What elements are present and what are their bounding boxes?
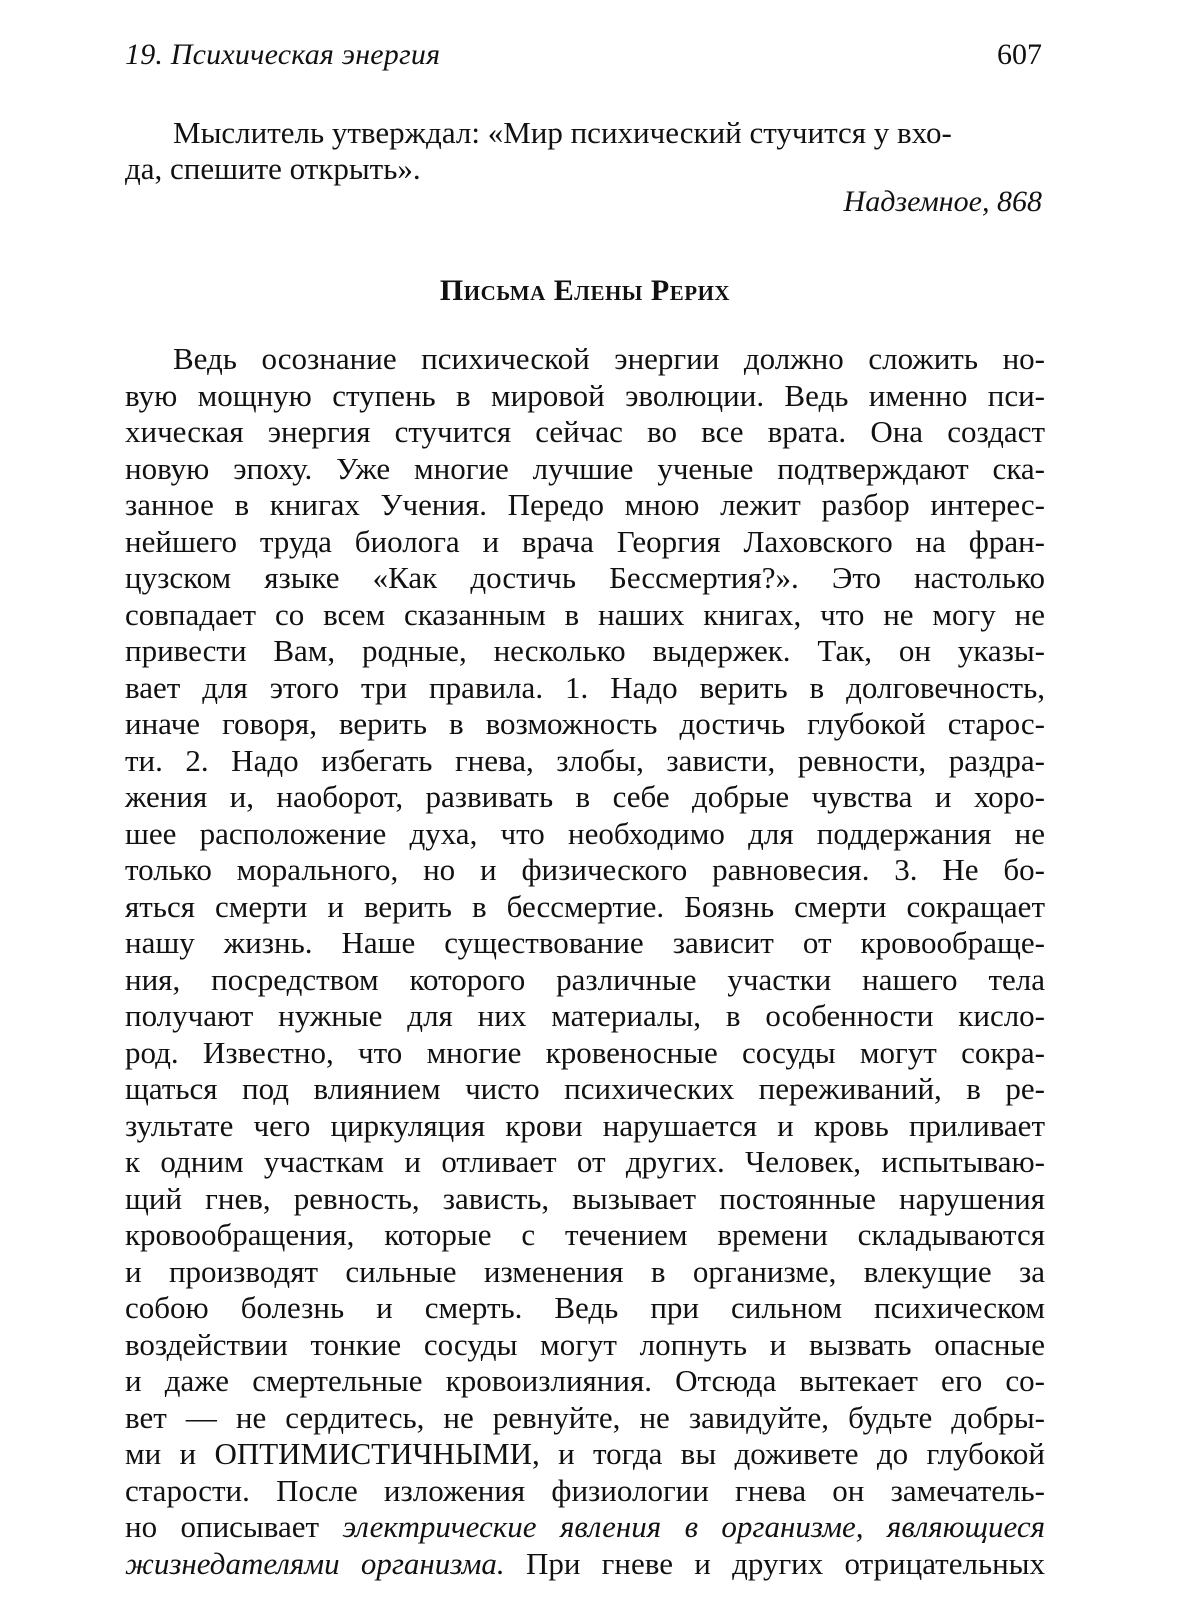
body-line-2: вую мощную ступень в мировой эволюции. Ведь именно пси- xyxy=(125,377,1045,413)
body-line-23: к одним участкам и отливает от других. Человек, испытываю- xyxy=(125,1144,1045,1179)
body-line-34 xyxy=(125,1546,1045,1583)
body-line-34-plain: При гневе и других отрицательных xyxy=(504,1545,1045,1581)
body-line-21: щаться под влиянием чисто психических переживаний, в ре- xyxy=(125,1071,1045,1106)
body-line-14: шее расположение духа, что необходимо для поддержания не xyxy=(125,815,1045,851)
body-line-31: ми и ОПТИМИСТИЧНЫМИ, и тогда вы доживете до глубокой xyxy=(125,1436,1045,1471)
body-line-32: старости. После изложения физиологии гнева он замечатель- xyxy=(125,1472,1045,1508)
body-line-25: кровообращения, которые с течением времени складываются xyxy=(125,1217,1045,1252)
body-line-19: получают нужные для них материалы, в особенности кисло- xyxy=(125,998,1045,1033)
body-line-22: зультате чего циркуляция крови нарушается и кровь приливает xyxy=(125,1107,1045,1143)
running-head: 19. Психическая энергия xyxy=(125,38,441,71)
body-line-8: совпадает со всем сказанным в наших книгах, что не могу не xyxy=(125,596,1045,632)
body-line-24: щий гнев, ревность, зависть, вызывает постоянные нарушения xyxy=(125,1180,1045,1216)
body-line-20: род. Известно, что многие кровеносные сосуды могут сокра- xyxy=(125,1034,1045,1070)
body-line-28: воздействии тонкие сосуды могут лопнуть и вызвать опасные xyxy=(125,1326,1045,1362)
body-line-15: только морального, но и физического равновесия. 3. Не бо- xyxy=(125,852,1045,887)
body-line-4: новую эпоху. Уже многие лучшие ученые подтверждают ска- xyxy=(125,450,1045,486)
body-line-27: собою болезнь и смерть. Ведь при сильном психическом xyxy=(125,1290,1045,1325)
body-line-33-italic: электрические явления в организме, являющиеся xyxy=(342,1509,1045,1544)
body-line-9: привести Вам, родные, несколько выдержек. Так, он указы- xyxy=(125,633,1045,668)
body-line-6: нейшего труда биолога и врача Георгия Лаховского на фран- xyxy=(125,523,1045,559)
body-line-33 xyxy=(125,1509,1045,1546)
body-line-17: нашу жизнь. Наше существование зависит от кровообраще- xyxy=(125,925,1045,960)
body-line-1: Ведь осознание психической энергии должно сложить но- xyxy=(173,341,1045,376)
body-line-10: вает для этого три правила. 1. Надо верить в долговечность, xyxy=(125,669,1045,705)
body-line-30: вет — не сердитесь, не ревнуйте, не завидуйте, будьте добры- xyxy=(125,1399,1045,1435)
body-line-5: занное в книгах Учения. Передо мною лежит разбор интерес- xyxy=(125,487,1045,522)
quote-block xyxy=(125,115,1045,187)
body-text xyxy=(125,341,1045,1582)
body-line-16: яться смерти и верить в бессмертие. Боязнь смерти сокращает xyxy=(125,888,1045,924)
body-line-29: и даже смертельные кровоизлияния. Отсюда вытекает его со- xyxy=(125,1363,1045,1398)
quote-line: да, спешите открыть». xyxy=(125,151,421,186)
body-line-12: ти. 2. Надо избегать гнева, злобы, зависти, ревности, раздра- xyxy=(125,742,1045,778)
quote-line: Мыслитель утверждал: «Мир психический стучится у вхо- xyxy=(173,115,952,150)
body-line-34-italic: жизнедателями организма. xyxy=(125,1545,505,1581)
section-title: Письма Елены Рерих xyxy=(439,274,731,307)
page-number: 607 xyxy=(997,38,1042,71)
quote-source: Надземное, 868 xyxy=(843,185,1042,218)
body-line-3: хическая энергия стучится сейчас во все врата. Она создаст xyxy=(125,414,1045,449)
body-line-33-plain: но описывает xyxy=(125,1509,343,1544)
body-line-11: иначе говоря, верить в возможность достичь глубокой старос- xyxy=(125,706,1045,741)
body-line-7: цузском языке «Как достичь Бессмертия?». Это настолько xyxy=(125,560,1045,595)
body-line-13: жения и, наоборот, развивать в себе добрые чувства и хоро- xyxy=(125,779,1045,814)
body-line-18: ния, посредством которого различные участки нашего тела xyxy=(125,961,1045,997)
body-line-26: и производят сильные изменения в организме, влекущие за xyxy=(125,1253,1045,1289)
